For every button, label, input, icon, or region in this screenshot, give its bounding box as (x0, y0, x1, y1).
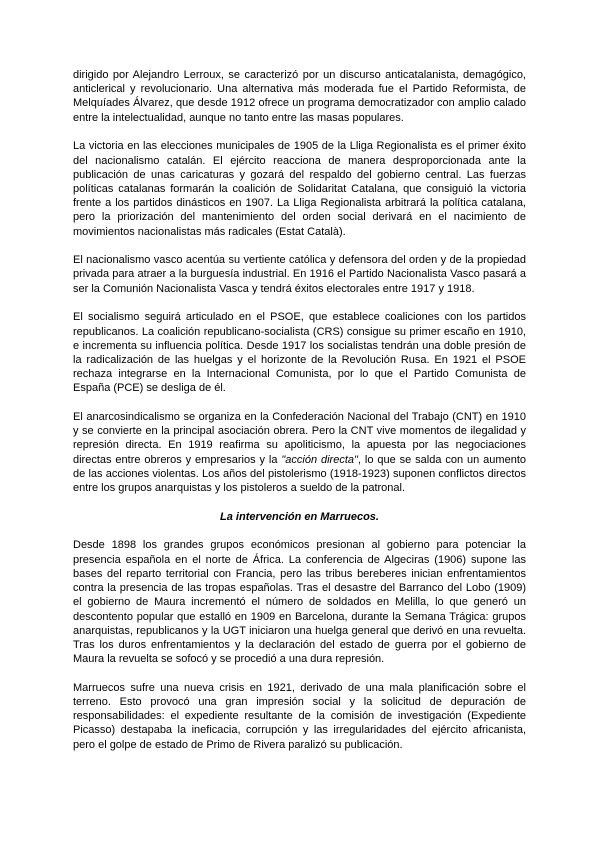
accion-directa-emphasis: "acción directa" (281, 453, 358, 466)
paragraph-anarcosindicalismo (73, 410, 526, 495)
paragraph-anarcosindicalismo-text-1: El anarcosindicalismo se organiza en la Confederación Nacional del Trabajo (CNT) en 1910 y se convierte en la principal asociación obrera. Pero la CNT vive momentos de ilegalidad y represión directa. En 1919 reafirma su apoliticismo, la apuesta por las negociaciones directas entre obreros y empresarios y la (73, 411, 526, 466)
paragraph-anarcosindicalismo-text-2: , lo que se salda con un aumento de las acciones violentas. Los años del pistolerismo (1918-1923) suponen conflictos directos entre los grupos anarquistas y los pistoleros a sueldo de la patronal. (73, 453, 526, 495)
paragraph-lerroux: dirigido por Alejandro Lerroux, se caracterizó por un discurso anticatalanista, demagógico, anticlerical y revolucionario. Una alternativa más moderada fue el Partido Reformista, de Melquíades Álvarez, que desde 1912 ofrece un programa democratizador con amplio calado entre la intelectualidad, aunque no tanto entre las masas populares. (73, 69, 526, 124)
paragraph-socialismo: El socialismo seguirá articulado en el PSOE, que establece coaliciones con los partidos republicanos. La coalición republicano-socialista (CRS) consigue su primer escaño en 1910, e incrementa su influencia política. Desde 1917 los socialistas tendrán una doble presión de la radicalización de las huelgas y el horizonte de la Revolución Rusa. En 1921 el PSOE rechaza integrarse en la Internacional Comunista, por lo que el Partido Comunista de España (PCE) se desliga de él. (73, 311, 526, 395)
paragraph-lliga-regionalista: La victoria en las elecciones municipales de 1905 de la Lliga Regionalista es el primer éxito del nacionalismo catalán. El ejército reacciona de manera desproporcionada ante la publicación de unas caricaturas y gozará del respaldo del gobierno central. Las fuerzas políticas catalanas formarán la coalición de Solidaritat Catalana, que consiguió la victoria frente a los partidos dinásticos en 1907. La Lliga Regionalista arbitrará la política catalana, pero la priorización del mantenimiento del orden social derivará en el nacimiento de movimientos nacionalistas más radicales (Estat Català). (73, 140, 526, 238)
paragraph-marruecos-1898: Desde 1898 los grandes grupos económicos presionan al gobierno para potenciar la presencia española en el norte de África. La conferencia de Algeciras (1906) supone las bases del reparto territorial con Francia, pero las tribus bereberes inician enfrentamientos contra la presencia de las tropas españolas. Tras el desastre del Barranco del Lobo (1909) el gobierno de Maura incrementó el número de soldados en Melilla, lo que generó un descontento popular que estalló en 1909 en Barcelona, durante la Semana Trágica: grupos anarquistas, republicanos y la UGT iniciaron una huelga general que derivó en una revuelta. Tras los duros enfrentamientos y la declaración del estado de guerra por el gobierno de Maura la revuelta se sofocó y se procedió a una dura represión. (73, 539, 526, 666)
section-heading-marruecos: La intervención en Marruecos. (220, 510, 379, 523)
paragraph-marruecos-1921: Marruecos sufre una nueva crisis en 1921, derivado de una mala planificación sobre el terreno. Esto provocó una gran impresión social y la solicitud de depuración de responsabilidades: el expediente resultante de la comisión de investigación (Expediente Picasso) destapaba la ineficacia, corrupción y las irregularidades del ejército africanista, pero el golpe de estado de Primo de Rivera paralizó su publicación. (73, 681, 526, 751)
document-page (73, 68, 526, 766)
paragraph-nacionalismo-vasco: El nacionalismo vasco acentúa su vertiente católica y defensora del orden y de la propiedad privada para atraer a la burguesía industrial. En 1916 el Partido Nacionalista Vasco pasará a ser la Comunión Nacionalista Vasca y tendrá éxitos electorales entre 1917 y 1918. (73, 254, 526, 295)
